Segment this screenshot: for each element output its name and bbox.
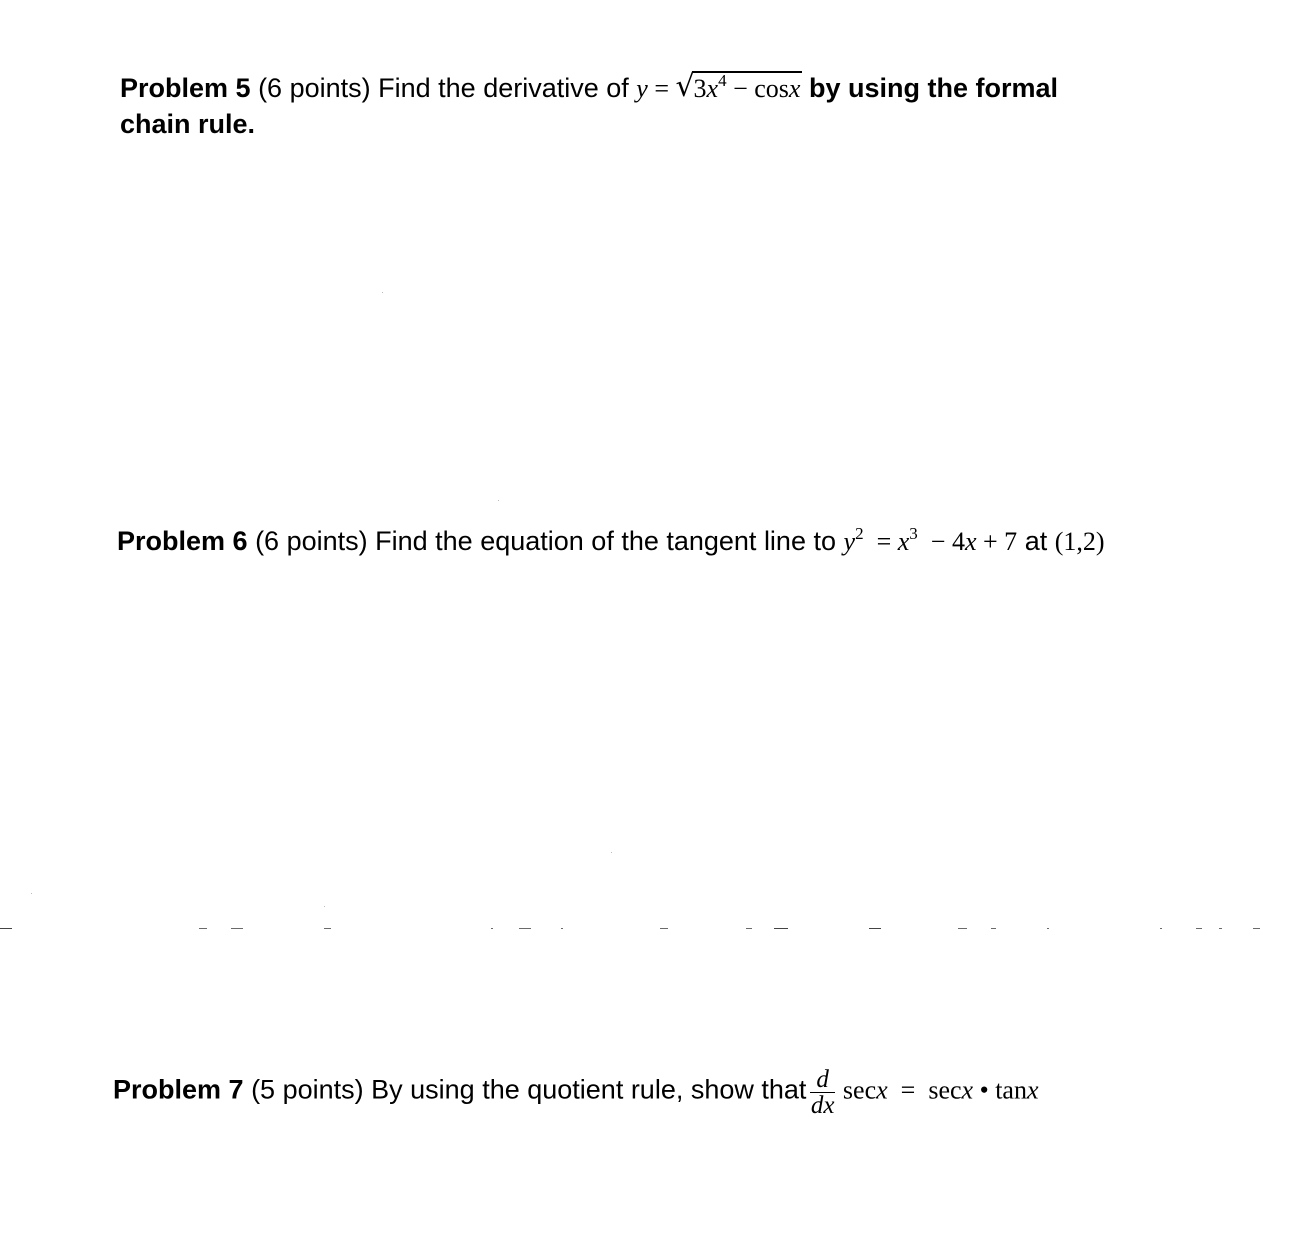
dash-segment xyxy=(561,928,563,929)
dashed-separator xyxy=(0,928,1298,931)
dash-segment xyxy=(958,928,967,929)
scan-speck xyxy=(498,500,499,501)
dash-segment xyxy=(1160,928,1162,929)
dash-segment xyxy=(1219,928,1222,929)
problem-6-points: (6 points) xyxy=(255,526,368,556)
problem-7-statement xyxy=(113,1066,1039,1117)
scan-speck xyxy=(324,906,325,907)
problem-5-equation: y = √ $3x^4 - \cos x$ xyxy=(636,74,809,103)
dash-segment xyxy=(324,928,331,929)
dash-segment xyxy=(0,928,12,929)
problem-6-statement xyxy=(117,523,1105,560)
problem-5-points: (6 points) xyxy=(258,73,371,103)
problem-6-equation: $y^2 = x^3 - 4x + 7$ xyxy=(843,524,1018,556)
derivative-fraction: $\frac{d}{dx}$ xyxy=(810,1066,835,1119)
scan-speck xyxy=(611,852,612,853)
dash-segment xyxy=(746,928,752,929)
scan-speck xyxy=(382,292,383,293)
problem-5-text-line2: chain rule. xyxy=(120,109,256,139)
square-root xyxy=(676,71,803,107)
problem-6-at: at xyxy=(1024,526,1048,556)
radicand: $3x^4 - \cos x$ xyxy=(693,71,801,103)
problem-6-label: Problem 6 xyxy=(117,526,248,556)
dash-segment xyxy=(519,928,531,929)
dash-segment xyxy=(1047,928,1049,929)
problem-5-label: Problem 5 xyxy=(120,73,251,103)
dash-segment xyxy=(991,928,996,929)
dash-segment xyxy=(1253,928,1260,929)
radical-icon: √ xyxy=(675,69,695,104)
dash-segment xyxy=(869,928,881,929)
dash-segment xyxy=(199,928,207,929)
problem-7-text: By using the quotient rule, show that xyxy=(371,1074,807,1105)
dash-segment xyxy=(491,928,493,929)
dash-segment xyxy=(231,928,243,929)
problem-6-text: Find the equation of the tangent line to xyxy=(375,526,836,556)
problem-5-text-after: by using the formal xyxy=(808,73,1058,103)
scan-speck xyxy=(31,893,32,894)
dash-segment xyxy=(774,928,788,929)
dash-segment xyxy=(660,928,668,929)
problem-7-points: (5 points) xyxy=(251,1074,364,1105)
problem-5-text: Find the derivative of xyxy=(378,73,629,103)
problem-5-statement xyxy=(120,70,1058,107)
problem-7-equation: secx = secx • tanx xyxy=(842,1075,1039,1105)
problem-6-point: (1,2) xyxy=(1054,527,1105,556)
dash-segment xyxy=(1196,928,1202,929)
problem-7-label: Problem 7 xyxy=(113,1074,244,1105)
